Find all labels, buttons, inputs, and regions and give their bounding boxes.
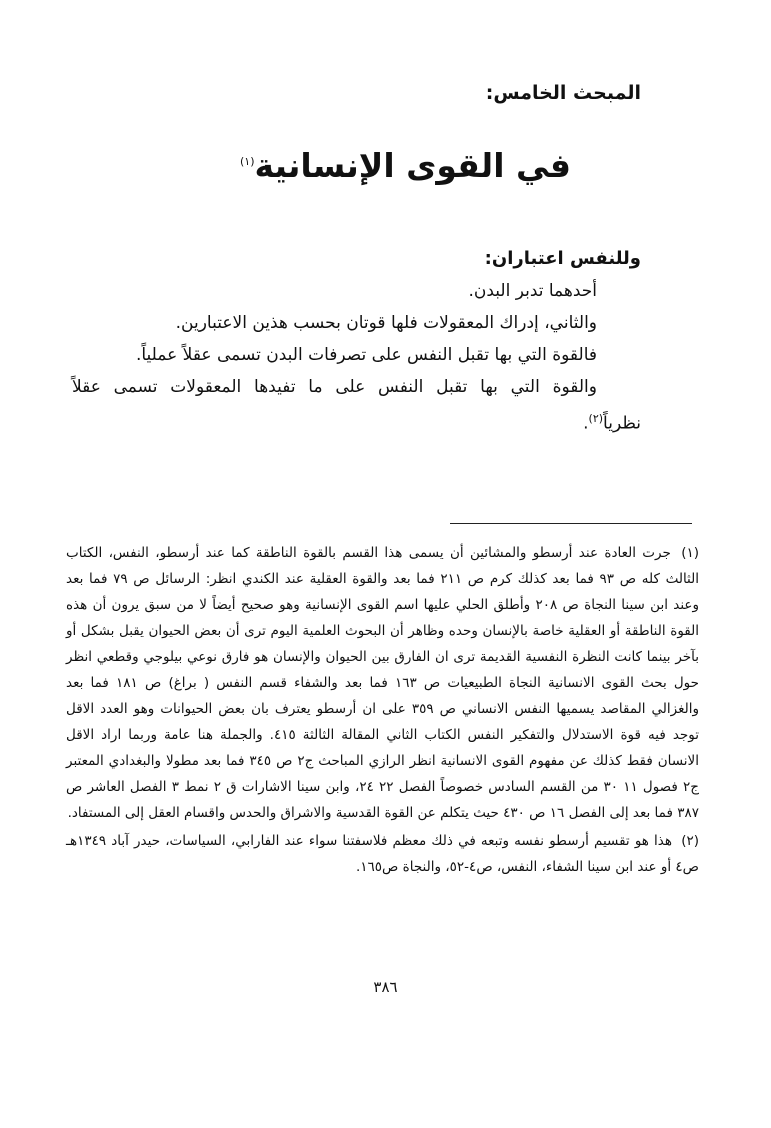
- chapter-title-text: في القوى الإنسانية: [254, 146, 571, 185]
- body-line: والقوة التي بها تقبل النفس على ما تفيدها المعقولات تسمى عقلاً: [72, 377, 597, 397]
- footnote-number: (١): [681, 545, 700, 561]
- body-text: [72, 248, 641, 440]
- body-line: فالقوة التي بها تقبل النفس على تصرفات البدن تسمى عقلاً عملياً.: [135, 345, 597, 365]
- footnote-divider: [450, 523, 692, 524]
- body-line-text: نظرياً: [603, 413, 641, 434]
- section-label: المبحث الخامس:: [485, 82, 641, 104]
- body-line: والثاني، إدراك المعقولات فلها قوتان بحسب هذين الاعتبارين.: [175, 313, 597, 333]
- body-line-end: .: [583, 413, 589, 434]
- footnote-1: [66, 540, 699, 826]
- footnotes: [66, 540, 699, 882]
- footnote-ref-2: (٢): [588, 412, 604, 425]
- body-line-last: [72, 403, 641, 440]
- footnote-ref-1: (١): [240, 155, 255, 168]
- page-number: ٣٨٦: [373, 978, 398, 996]
- body-heading: وللنفس اعتباران:: [484, 248, 641, 269]
- footnote-2: [66, 828, 699, 880]
- chapter-title: [0, 146, 771, 185]
- footnote-text: هذا هو تقسيم أرسطو نفسه وتبعه في ذلك معظم فلاسفتنا سواء عند الفارابي، السياسات، حيدر آباد ١٣٤٩هـ ص٤ أو عند ابن سينا الشفاء، النفس، ص٤-٥٢، والنجاة ص١٦٥.: [66, 833, 699, 875]
- body-line: أحدهما تدبر البدن.: [468, 281, 597, 301]
- footnote-number: (٢): [681, 833, 700, 849]
- footnote-text: جرت العادة عند أرسطو والمشائين أن يسمى هذا القسم بالقوة الناطقة كما عند أرسطو، النفس، الكتاب الثالث كله ص ٩٣ فما بعد كذلك كرم ص ٢١١ فما بعد والقوة العقلية عند الكندي انظر: الرسائل ص ٧٩ فما بعد وعند ابن سينا النجاة ص ٢٠٨ وأطلق الحلي عليها اسم القوى الإنسانية وهو صحيح أيضاً لا من سبق يرون أن هذه القوة الناطقة أو العقلية خاصة بالإنسان وحده وظاهر أن البحوث العلمية اليوم ترى أن بعض الحيوان يقبل بشكل أو بآخر بينما كانت النظرة النفسية القديمة ترى ان الفارق بين الحيوان والإنسان هو فارق نوعي بيلوجي وقطعي انظر حول بحث القوى الانسانية النجاة الطبيعيات ص ١٦٣ فما بعد والشفاء قسم النفس ( براغ) ص ١٨١ فما بعد والغزالي المقاصد يسميها النفس الانساني ص ٣٥٩ على ان أرسطو يعترف بان بعض الحيوانات وهو العدد الاقل توجد فيه قوة الاستدلال والتفكير النفس الكتاب الثاني المقالة الثالثة ٤١٥. والجملة هنا عامة وربما اراد الاقل الانسان فقط كذلك عن مفهوم القوى الانسانية انظر الرازي المباحث ج٢ ص ٣٤٥ فما بعد مطولا والبغدادي المعتبر ج٢ فصول ١١ ٣٠ من القسم السادس خصوصاً الفصل ٢٢ ٢٤، وابن سينا الاشارات ق ٢ نمط ٣ الفصل العاشر ص ٣٨٧ فما بعد إلى الفصل ١٦ ص ٤٣٠ حيث يتكلم عن القوة القدسية والاشراق والحدس واقسام العقل إلى المستفاد.: [66, 545, 700, 821]
